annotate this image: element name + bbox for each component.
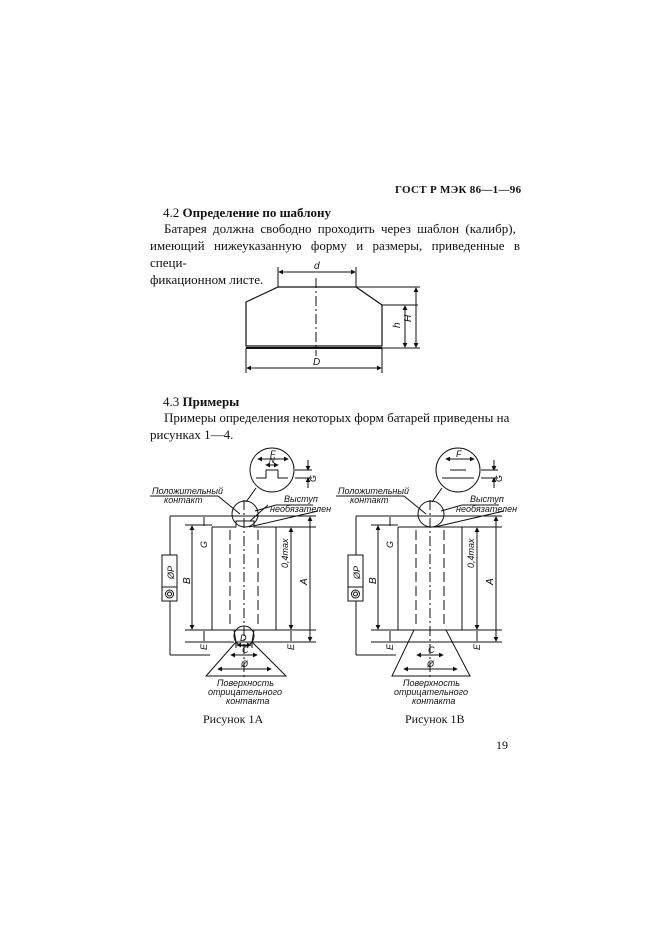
label-D: D: [313, 357, 321, 368]
paragraph-line: Батарея должна свободно проходить через шаблон (калибр),: [164, 221, 516, 236]
negative-surface-label: Поверхность: [403, 678, 460, 688]
label-A: A: [485, 578, 496, 585]
label-E-right: E: [472, 643, 482, 650]
section-title: Определение по шаблону: [182, 205, 332, 220]
label-phi: Ø: [427, 659, 435, 669]
label-E-right: E: [286, 643, 296, 650]
label-G: G: [308, 474, 318, 482]
gauge-symbol-box: [348, 587, 363, 601]
concentricity-icon: [166, 590, 174, 598]
standard-header: ГОСТ Р МЭК 86—1—96: [395, 184, 522, 196]
negative-surface-label: контакта: [226, 696, 270, 706]
label-E: E: [385, 643, 395, 650]
top-detail-circle: [418, 501, 444, 527]
section-number: 4.2: [163, 205, 180, 220]
positive-contact-label: Положительный: [152, 486, 224, 496]
label-h: h: [392, 322, 403, 328]
label-G: G: [494, 474, 504, 482]
detail-contact-profile: [256, 470, 288, 478]
label-F: F: [270, 449, 276, 459]
label-B: B: [182, 577, 193, 584]
label-phiP: ØP: [352, 565, 362, 579]
section-title: Примеры: [182, 394, 240, 409]
label-C: C: [428, 645, 435, 655]
paragraph-line: Примеры определения некоторых форм батарей приведены на: [164, 410, 510, 425]
label-N: N: [269, 456, 275, 465]
template-gauge-drawing: [246, 261, 420, 373]
protrusion-label: Выступ: [470, 494, 504, 504]
leader-line: [432, 488, 442, 502]
label-D: D: [240, 633, 247, 643]
protrusion-label: Выступ: [284, 494, 318, 504]
section-number: 4.3: [163, 394, 180, 409]
negative-surface-label: контакта: [412, 696, 456, 706]
negative-surface-label: отрицательного: [208, 687, 282, 697]
gauge-symbol-box: [162, 587, 177, 601]
label-phi: Ø: [241, 659, 249, 669]
label-E: E: [199, 643, 209, 650]
leader-line: [218, 496, 240, 514]
positive-contact-label: контакт: [350, 495, 389, 505]
leader-line: [250, 505, 268, 521]
leader-line: [404, 496, 426, 514]
gauge-outline: [246, 287, 382, 346]
concentricity-icon: [352, 590, 360, 598]
label-d: d: [314, 261, 320, 272]
positive-contact-label: контакт: [164, 495, 203, 505]
label-04max: 0,4max: [280, 538, 290, 568]
paragraph-line: фикационном листе.: [150, 272, 264, 287]
negative-surface-label: отрицательного: [394, 687, 468, 697]
page-number: 19: [496, 738, 508, 752]
label-phiP: ØP: [166, 565, 176, 579]
negative-surface-label: Поверхность: [217, 678, 274, 688]
protrusion-label: необязателен: [456, 504, 518, 514]
figure-1b-drawing: [336, 448, 504, 680]
concentricity-icon: [354, 592, 358, 596]
paragraph-line: рисунках 1—4.: [150, 427, 234, 442]
figure-1a-drawing: [150, 448, 318, 680]
label-G-side: G: [385, 540, 395, 548]
label-04max: 0,4max: [466, 538, 476, 568]
leader-line: [246, 488, 256, 502]
figure-1b-caption: Рисунок 1В: [405, 712, 465, 726]
protrusion-label: необязателен: [270, 504, 332, 514]
label-C: C: [242, 645, 249, 655]
positive-contact-label: Положительный: [338, 486, 410, 496]
label-A: A: [299, 578, 310, 585]
concentricity-icon: [168, 592, 172, 596]
paragraph-line: имеющий нижеуказанную форму и размеры, приведенные в специ-: [150, 238, 520, 270]
label-G-side: G: [199, 540, 209, 548]
figure-1a-caption: Рисунок 1А: [203, 712, 264, 726]
label-B: B: [368, 577, 379, 584]
label-H: H: [403, 314, 414, 322]
label-F: F: [456, 449, 462, 459]
